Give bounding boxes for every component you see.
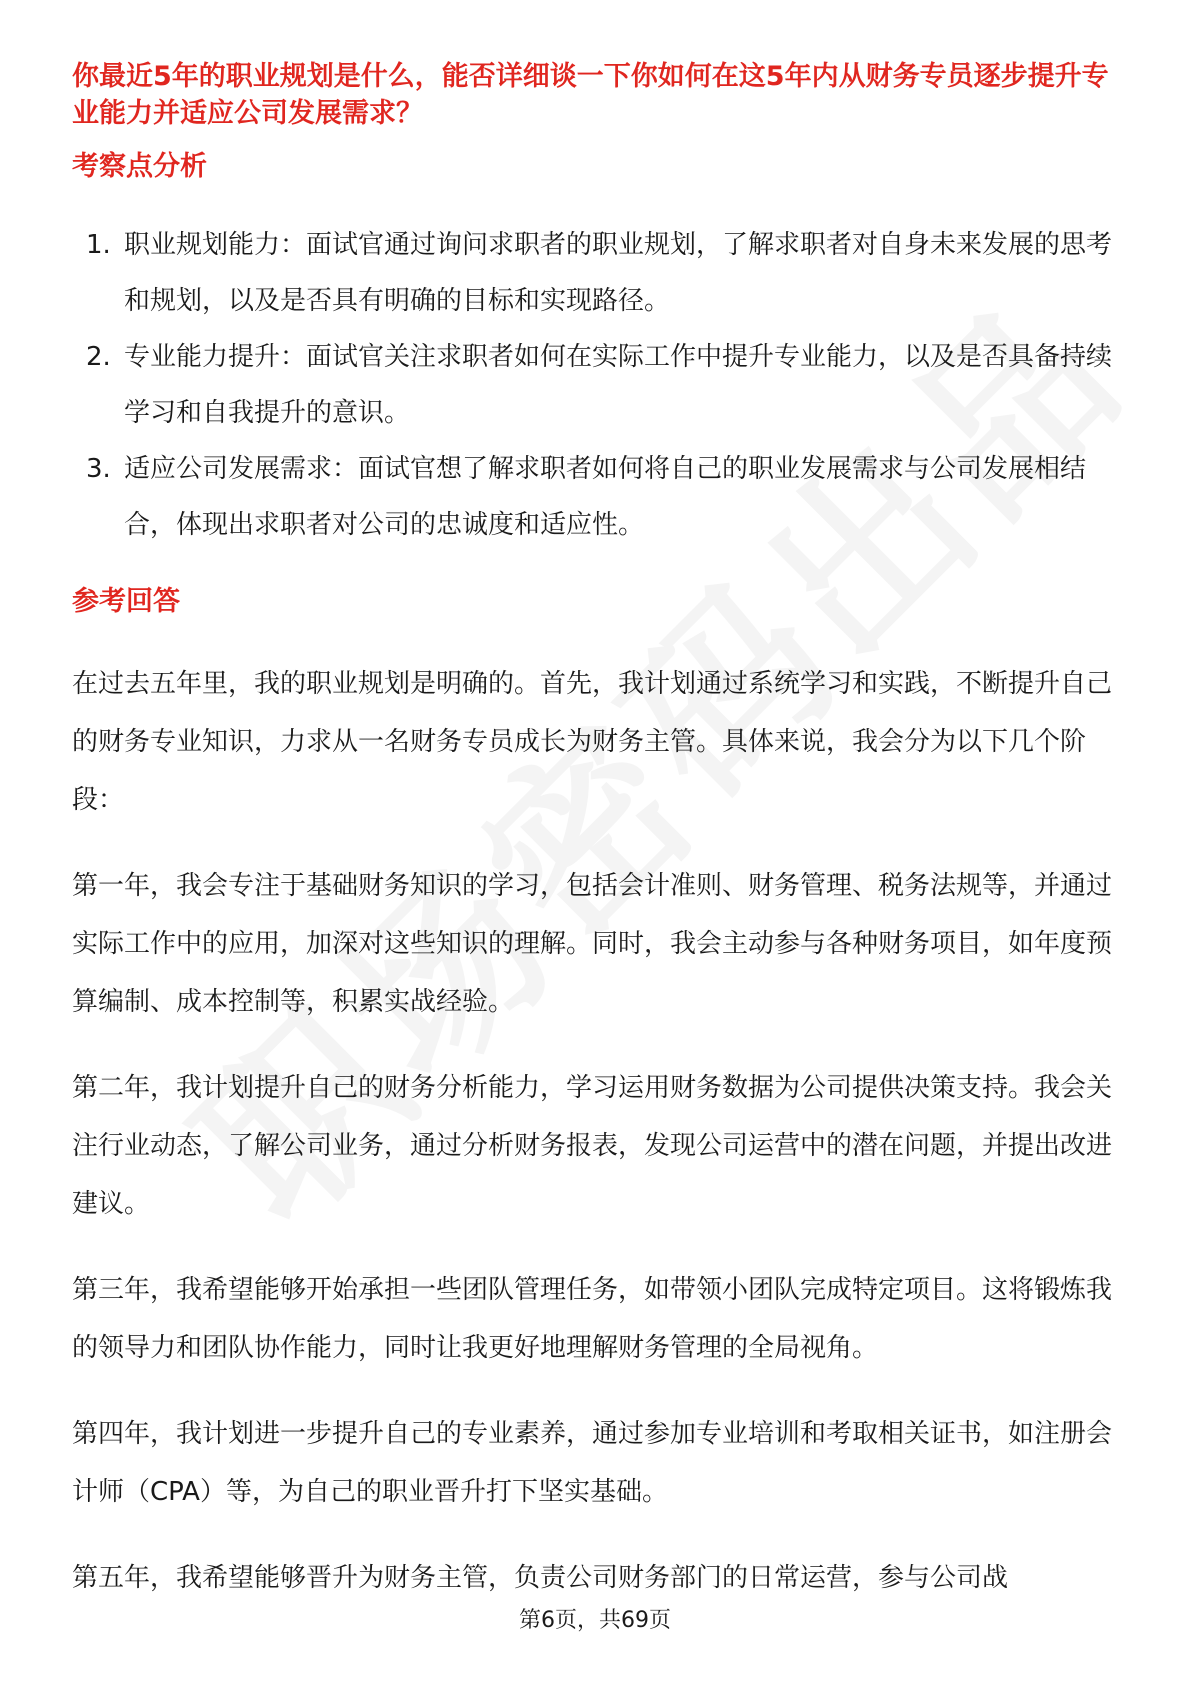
point-number: 3.	[86, 454, 111, 484]
page-content	[72, 58, 1118, 1607]
answer-paragraph: 在过去五年里，我的职业规划是明确的。首先，我计划通过系统学习和实践，不断提升自己的财务专业知识，力求从一名财务专员成长为财务主管。具体来说，我会分为以下几个阶段：	[72, 669, 1113, 815]
point-text: 职业规划能力：面试官通过询问求职者的职业规划，了解求职者对自身未来发展的思考和规划，以及是否具有明确的目标和实现路径。	[124, 230, 1113, 316]
analysis-section-title: 考察点分析	[72, 151, 207, 182]
page-number: 第6页，共69页	[519, 1608, 671, 1633]
analysis-point-list	[72, 217, 1118, 553]
point-number: 2.	[86, 342, 111, 372]
point-number: 1.	[86, 230, 111, 260]
answer-paragraph: 第四年，我计划进一步提升自己的专业素养，通过参加专业培训和考取相关证书，如注册会计师（CPA）等，为自己的职业晋升打下坚实基础。	[72, 1419, 1113, 1507]
question-heading: 你最近5年的职业规划是什么，能否详细谈一下你如何在这5年内从财务专员逐步提升专业能力并适应公司发展需求？	[72, 61, 1109, 129]
point-text: 专业能力提升：面试官关注求职者如何在实际工作中提升专业能力，以及是否具备持续学习和自我提升的意识。	[124, 342, 1113, 428]
answer-paragraph: 第五年，我希望能够晋升为财务主管，负责公司财务部门的日常运营，参与公司战	[72, 1563, 1009, 1593]
answer-paragraph: 第一年，我会专注于基础财务知识的学习，包括会计准则、财务管理、税务法规等，并通过实际工作中的应用，加深对这些知识的理解。同时，我会主动参与各种财务项目，如年度预算编制、成本控制等，积累实战经验。	[72, 871, 1113, 1017]
analysis-point	[72, 217, 1118, 329]
analysis-point	[72, 441, 1118, 553]
answer-section-title: 参考回答	[72, 586, 180, 617]
point-text: 适应公司发展需求：面试官想了解求职者如何将自己的职业发展需求与公司发展相结合，体现出求职者对公司的忠诚度和适应性。	[124, 454, 1087, 540]
answer-paragraph: 第二年，我计划提升自己的财务分析能力，学习运用财务数据为公司提供决策支持。我会关注行业动态，了解公司业务，通过分析财务报表，发现公司运营中的潜在问题，并提出改进建议。	[72, 1073, 1113, 1219]
analysis-point	[72, 329, 1118, 441]
answer-paragraph: 第三年，我希望能够开始承担一些团队管理任务，如带领小团队完成特定项目。这将锻炼我的领导力和团队协作能力，同时让我更好地理解财务管理的全局视角。	[72, 1275, 1113, 1363]
